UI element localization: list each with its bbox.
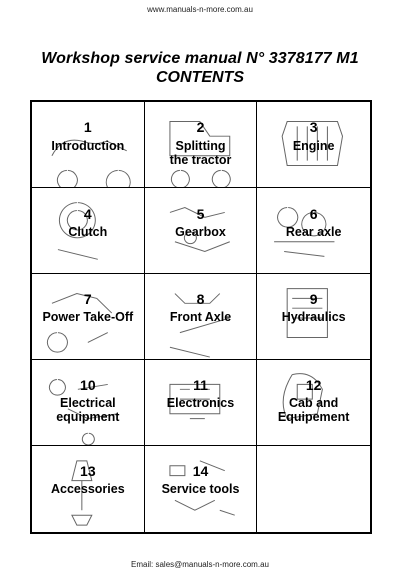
section-cell-2[interactable] bbox=[145, 102, 258, 188]
section-number: 7 bbox=[83, 291, 92, 307]
section-label: Accessories bbox=[50, 482, 125, 496]
section-label: Clutch bbox=[68, 225, 108, 239]
section-cell-11[interactable] bbox=[145, 360, 258, 446]
empty-cell bbox=[257, 446, 370, 532]
section-label: Power Take-Off bbox=[42, 310, 134, 324]
section-cell-5[interactable] bbox=[145, 188, 258, 274]
section-number: 14 bbox=[192, 463, 209, 479]
section-number: 6 bbox=[309, 206, 318, 222]
section-label: Front Axle bbox=[169, 310, 232, 324]
section-cell-14[interactable] bbox=[145, 446, 258, 532]
page-title: Workshop service manual N° 3378177 M1 bbox=[41, 50, 359, 67]
section-number: 1 bbox=[83, 119, 92, 135]
section-label: Introduction bbox=[51, 139, 125, 153]
section-number: 9 bbox=[309, 291, 318, 307]
section-cell-1[interactable] bbox=[32, 102, 145, 188]
header-url[interactable]: www.manuals-n-more.com.au bbox=[147, 5, 253, 14]
footer-email[interactable]: Email: sales@manuals-n-more.com.au bbox=[131, 560, 269, 569]
section-cell-8[interactable] bbox=[145, 274, 258, 360]
section-label: Splitting the tractor bbox=[169, 139, 232, 167]
section-number: 10 bbox=[80, 377, 96, 393]
section-cell-13[interactable] bbox=[32, 446, 145, 532]
section-cell-3[interactable] bbox=[257, 102, 370, 188]
section-cell-10[interactable] bbox=[32, 360, 145, 446]
section-number: 13 bbox=[80, 463, 96, 479]
section-label: Gearbox bbox=[175, 225, 226, 239]
section-number: 3 bbox=[309, 119, 318, 135]
contents-grid bbox=[30, 100, 372, 534]
section-cell-9[interactable] bbox=[257, 274, 370, 360]
section-label: Electronics bbox=[166, 396, 235, 410]
section-label: Hydraulics bbox=[281, 310, 346, 324]
section-label: Service tools bbox=[161, 482, 240, 496]
section-number: 4 bbox=[83, 206, 92, 222]
section-number: 5 bbox=[196, 206, 205, 222]
section-label: Engine bbox=[292, 139, 335, 153]
section-label: Cab and Equipement bbox=[277, 396, 350, 424]
section-number: 12 bbox=[305, 377, 322, 393]
section-cell-6[interactable] bbox=[257, 188, 370, 274]
section-number: 2 bbox=[196, 119, 205, 135]
section-cell-7[interactable] bbox=[32, 274, 145, 360]
section-number: 11 bbox=[193, 377, 208, 393]
page-subtitle: CONTENTS bbox=[156, 69, 244, 86]
section-label: Rear axle bbox=[285, 225, 342, 239]
section-label: Electrical equipment bbox=[56, 396, 120, 424]
section-number: 8 bbox=[196, 291, 205, 307]
section-cell-4[interactable] bbox=[32, 188, 145, 274]
section-cell-12[interactable] bbox=[257, 360, 370, 446]
